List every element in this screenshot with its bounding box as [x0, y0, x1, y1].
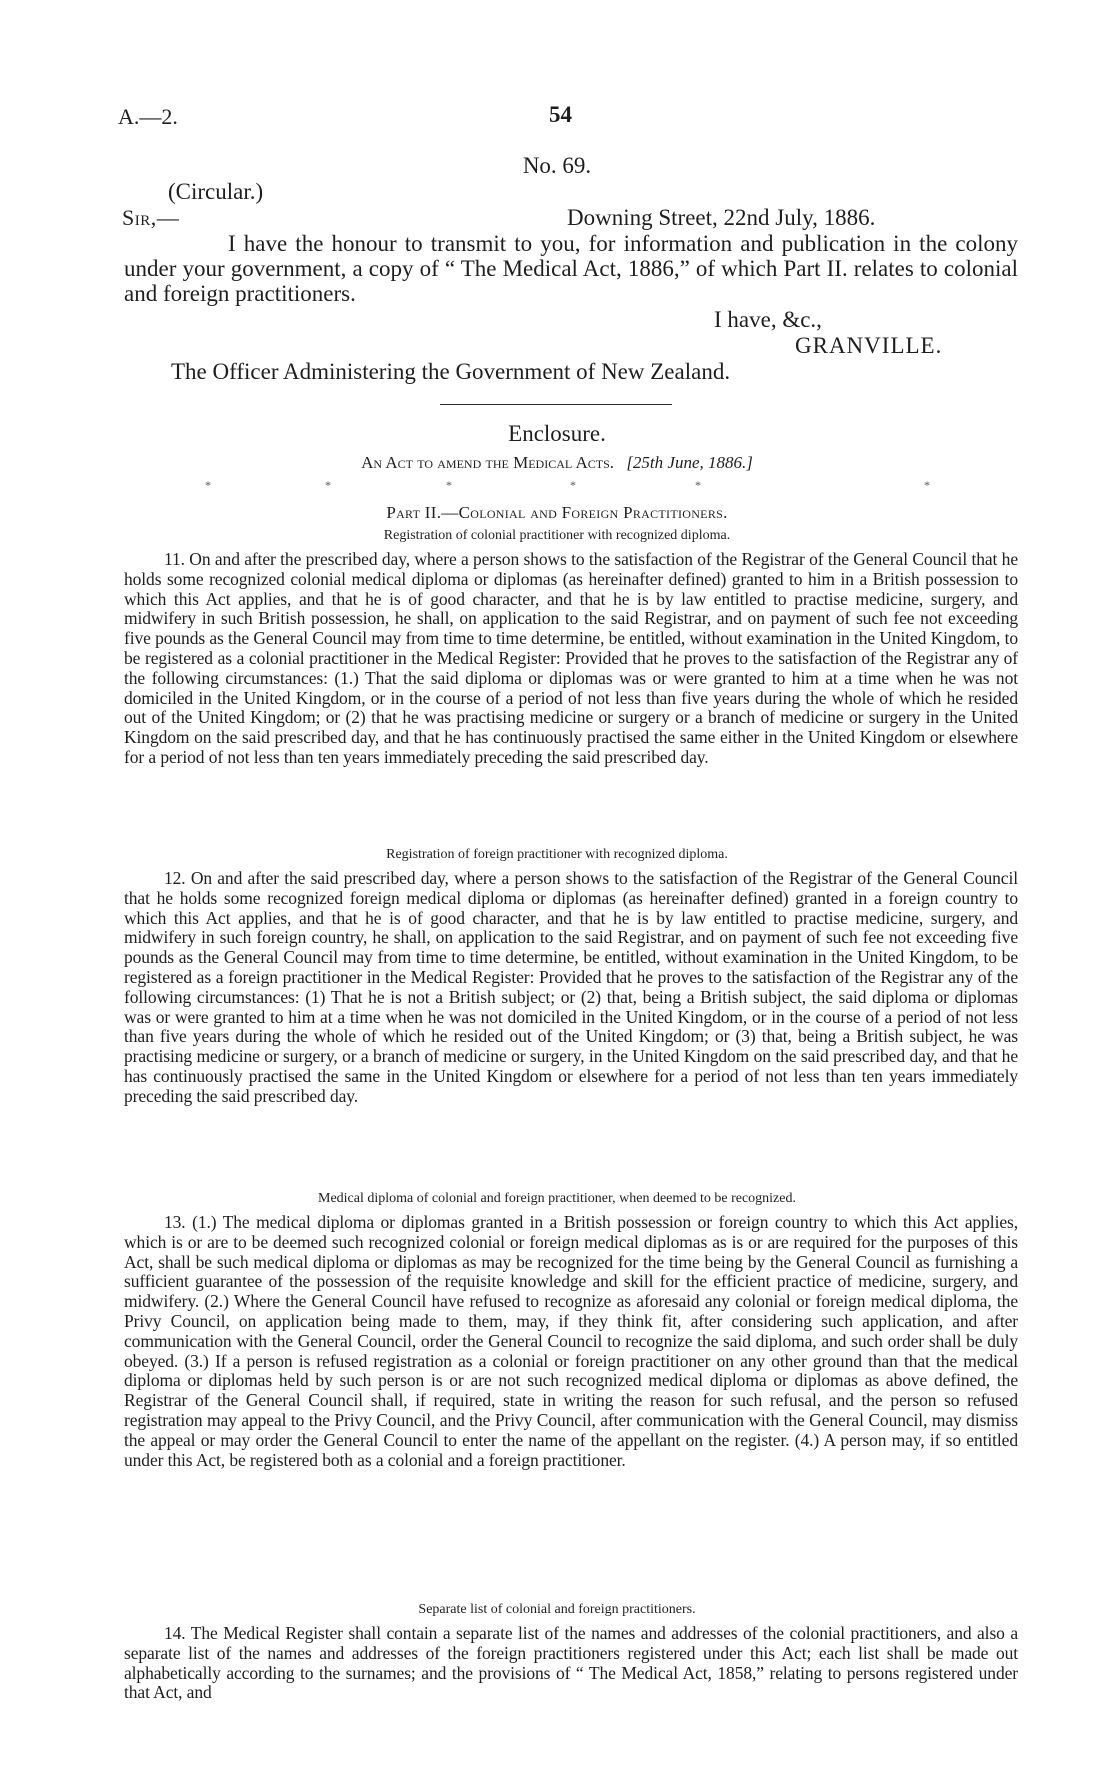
letter-closing: I have, &c., [714, 307, 822, 332]
section-14-text: 14. The Medical Register shall contain a separate list of the names and addresses of the colonial practitioners, and also a separate list of the names and addresses of the foreign practitioners registered under this Act; each list shall be made out alphabetically according to the surnames; and the provisions of “ The Medical Act, 1858,” relating to persons registered under that Act, and [124, 1623, 1018, 1703]
dateline: Downing Street, 22nd July, 1886. [567, 205, 876, 230]
section-11-text: 11. On and after the prescribed day, where a person shows to the satisfaction of the Registrar of the General Council that he holds some recognized colonial medical diploma or diplomas (as hereinafter defined) granted to him in a British possession to which this Act applies, and that he is of good character, and that he is by law entitled to practise medicine, surgery, and midwifery in such British possession, he shall, on application to the said Registrar, and on payment of such fee not exceeding five pounds as the General Council may from time to time determine, be entitled, without examination in the United Kingdom, to be registered as a colonial practitioner in the Medical Register: Provided that he proves to the satisfaction of the Registrar any of the following circumstances: (1.) That the said diploma or diplomas was or were granted to him at a time when he was not domiciled in the United Kingdom, or in the course of a period of not less than five years during the whole of which he resided out of the United Kingdom; or (2) that he was practising medicine or surgery or a branch of medicine or surgery in the United Kingdom on the said prescribed day, and that he has continuously practised the same either in the United Kingdom or elsewhere for a period of not less than ten years immediately preceding the said prescribed day. [124, 549, 1018, 767]
star-mark: * [695, 478, 701, 492]
page-number: 54 [549, 102, 572, 127]
section-sidenote: Registration of colonial practitioner with recognized diploma. [383, 528, 731, 543]
star-mark: * [924, 478, 930, 492]
star-mark: * [570, 478, 576, 492]
divider-rule [440, 404, 672, 405]
star-mark: * [325, 478, 331, 492]
act-title-line [0, 453, 1114, 473]
salutation: Sir,— [122, 205, 180, 230]
star-mark: * [205, 478, 211, 492]
letter-body: I have the honour to transmit to you, for information and publication in the colony under your government, a copy of “ The Medical Act, 1886,” of which Part II. relates to colonial and foreign practitioners. [124, 231, 1018, 306]
star-mark: * [446, 478, 452, 492]
section-sidenote: Separate list of colonial and foreign practitioners. [418, 1602, 696, 1617]
section-reference: A.—2. [118, 104, 178, 129]
signature: GRANVILLE. [795, 333, 943, 358]
section-13-text: 13. (1.) The medical diploma or diplomas granted in a British possession or foreign country to which this Act applies, which is or are to be deemed such recognized colonial or foreign medical diplomas as is or are required for the purposes of this Act, shall be such medical diploma or diplomas as may be recognized for the time being by the General Council as furnishing a sufficient guarantee of the possession of the requisite knowledge and skill for the efficient practice of medicine, surgery, and midwifery. (2.) Where the General Council have refused to recognize as aforesaid any colonial or foreign medical diploma, the Privy Council, on application being made to them, may, if they think fit, after considering such application, and after communication with the General Council, order the General Council to recognize the said diploma, and such order shall be duly obeyed. (3.) If a person is refused registration as a colonial or foreign practitioner on any other ground than that the medical diploma or diplomas held by such person is or are not such recognized medical diploma or diplomas as above defined, the Registrar of the General Council shall, if required, state in writing the reason for such refusal, and the person so refused registration may appeal to the Privy Council, and the Privy Council, after communication with the General Council, may dismiss the appeal or may order the General Council to enter the name of the appellant on the register. (4.) A person may, if so entitled under this Act, be registered both as a colonial and a foreign practitioner. [124, 1212, 1018, 1470]
section-sidenote: Registration of foreign practitioner with recognized diploma. [386, 847, 728, 862]
enclosure-title: Enclosure. [508, 421, 606, 446]
section-12-text: 12. On and after the said prescribed day, where a person shows to the satisfaction of the Registrar of the General Council that he holds some recognized foreign medical diploma or diplomas (as hereinafter defined) granted in a foreign country to which this Act applies, and that he is of good character, and that he is by law entitled to practise medicine, surgery, and midwifery in such foreign country, he shall, on application to the said Registrar, and on payment of such fee not exceeding five pounds as the General Council may from time to time determine, be entitled, without examination in the United Kingdom, to be registered as a foreign practitioner in the Medical Register: Provided that he proves to the satisfaction of the Registrar any of the following circumstances: (1) That he is not a British subject; or (2) that, being a British subject, the said diploma or diplomas was or were granted to him at a time when he was not domiciled in the United Kingdom, or in the course of a period of not less than five years during the whole of which he resided out of the United Kingdom; or (3) that, being a British subject, he was practising medicine or surgery, or a branch of medicine or surgery, in the United Kingdom on the said prescribed day, and that he has continuously practised the same in the United Kingdom or elsewhere for a period of not less than ten years immediately preceding the said prescribed day. [124, 868, 1018, 1106]
act-date: [25th June, 1886.] [626, 453, 753, 472]
part-heading: Part II.—Colonial and Foreign Practitioners. [386, 503, 728, 522]
document-number: No. 69. [522, 153, 592, 178]
addressee: The Officer Administering the Government of New Zealand. [171, 359, 731, 384]
act-title: An Act to amend the Medical Acts. [361, 453, 615, 472]
elision-stars [0, 478, 1114, 494]
section-sidenote: Medical diploma of colonial and foreign practitioner, when deemed to be recognized. [318, 1191, 796, 1206]
circular-label: (Circular.) [168, 179, 264, 204]
